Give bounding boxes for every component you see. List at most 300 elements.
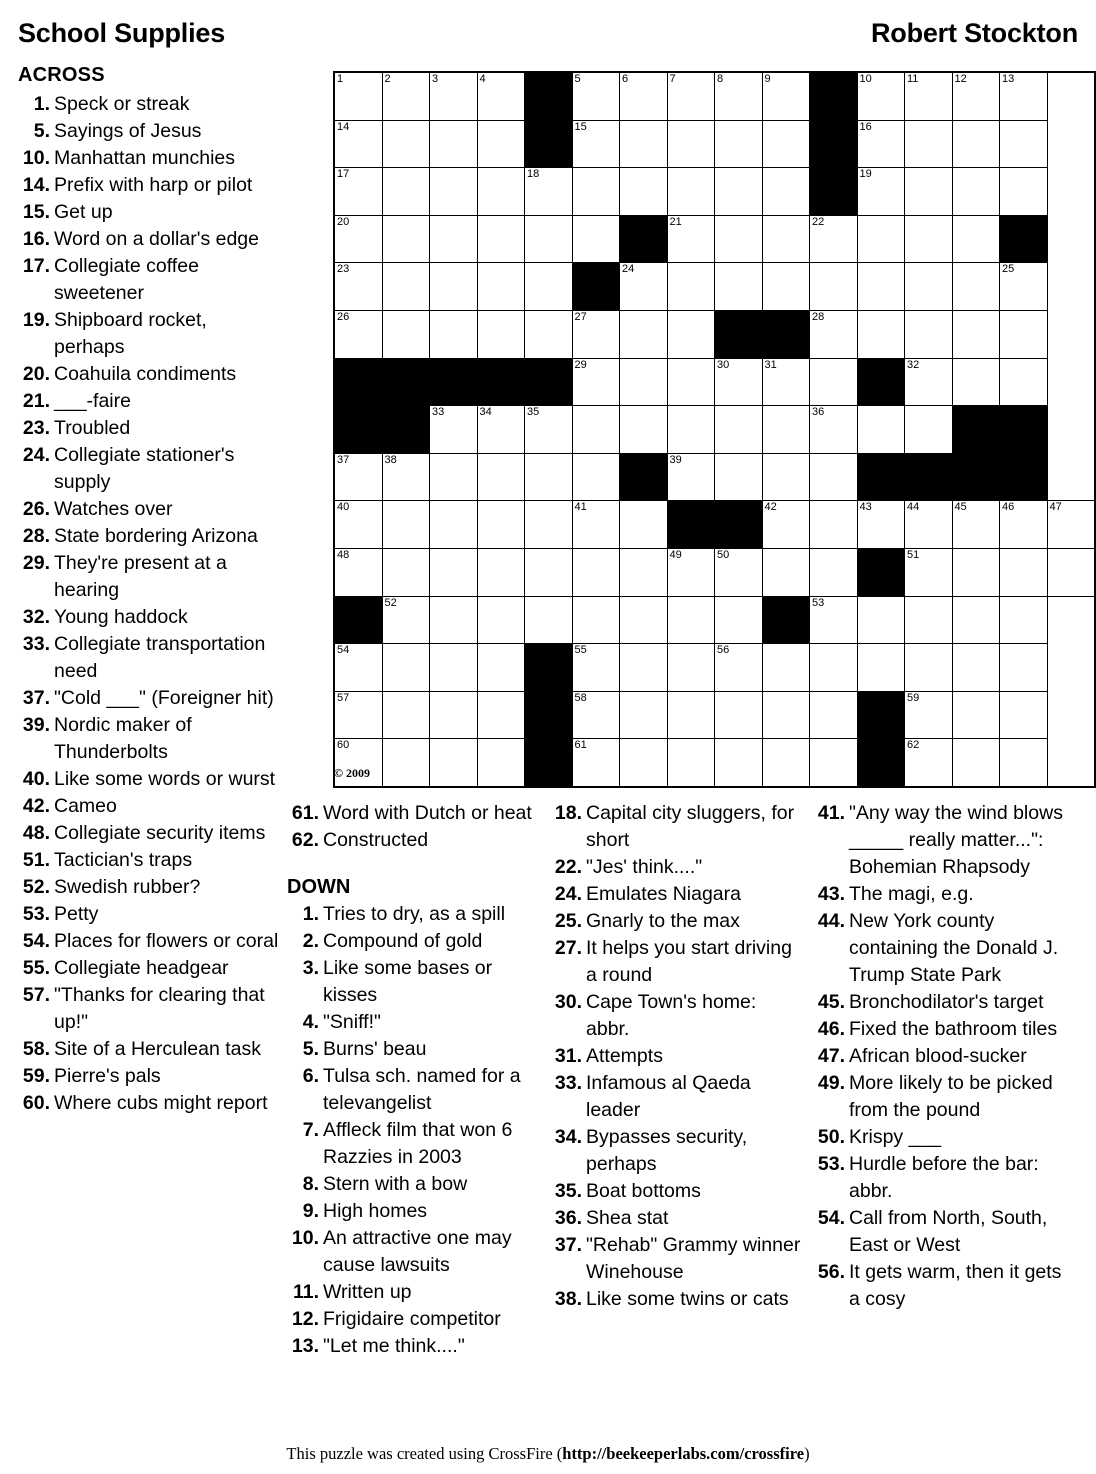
clue-item[interactable] [287, 827, 540, 854]
grid-cell[interactable] [952, 739, 1000, 787]
grid-cell[interactable] [715, 644, 763, 692]
grid-cell-number: 39 [669, 453, 682, 466]
clue-item[interactable] [18, 712, 280, 766]
grid-cell[interactable] [762, 120, 810, 168]
grid-cell[interactable] [572, 453, 620, 501]
grid-cell[interactable] [382, 72, 430, 120]
grid-cell[interactable] [382, 263, 430, 311]
grid-cell[interactable] [715, 120, 763, 168]
clue-item[interactable] [813, 908, 1066, 989]
clue-item[interactable] [18, 199, 280, 226]
grid-cell[interactable] [334, 120, 382, 168]
grid-cell[interactable] [857, 263, 905, 311]
footer-link[interactable]: http://beekeeperlabs.com/crossfire [562, 1444, 805, 1463]
grid-cell[interactable] [905, 358, 953, 406]
grid-cell[interactable] [952, 168, 1000, 216]
clue-text: Frigidaire competitor [323, 1308, 501, 1330]
grid-cell[interactable] [430, 453, 478, 501]
grid-cell[interactable] [572, 358, 620, 406]
clue-item[interactable] [550, 1232, 803, 1286]
clue-item[interactable] [813, 1259, 1066, 1313]
clue-item[interactable] [18, 415, 280, 442]
clue-number: 37. [22, 687, 50, 709]
grid-cell[interactable] [952, 215, 1000, 263]
clue-item[interactable] [287, 1063, 540, 1117]
grid-cell[interactable] [667, 596, 715, 644]
grid-cell[interactable] [762, 358, 810, 406]
grid-cell[interactable] [334, 72, 382, 120]
grid-cell[interactable] [525, 263, 573, 311]
grid-cell[interactable] [905, 501, 953, 549]
grid-cell[interactable] [667, 358, 715, 406]
grid-cell[interactable] [762, 72, 810, 120]
grid-cell[interactable] [1047, 548, 1095, 596]
grid-cell[interactable] [952, 501, 1000, 549]
clue-item[interactable] [813, 1205, 1066, 1259]
clue-item[interactable] [813, 800, 1066, 881]
clue-item[interactable] [18, 523, 280, 550]
grid-cell[interactable] [715, 263, 763, 311]
crossword-grid[interactable] [333, 71, 1096, 788]
grid-cell[interactable] [382, 453, 430, 501]
grid-cell[interactable] [477, 501, 525, 549]
grid-cell[interactable] [667, 739, 715, 787]
clue-item[interactable] [550, 989, 803, 1043]
grid-cell[interactable] [525, 501, 573, 549]
grid-cell[interactable] [810, 358, 858, 406]
clue-item[interactable] [813, 989, 1066, 1016]
clue-text: Like some words or wurst [54, 768, 276, 790]
clue-item[interactable] [18, 118, 280, 145]
grid-cell[interactable] [572, 691, 620, 739]
grid-cell[interactable] [572, 168, 620, 216]
grid-cell[interactable] [715, 406, 763, 454]
grid-cell[interactable] [810, 739, 858, 787]
clue-item[interactable] [813, 881, 1066, 908]
grid-cell[interactable] [810, 263, 858, 311]
grid-cell[interactable] [572, 215, 620, 263]
clue-number: 29. [22, 552, 50, 574]
grid-cell[interactable] [952, 263, 1000, 311]
grid-cell[interactable] [857, 406, 905, 454]
clue-item[interactable] [18, 847, 280, 874]
grid-cell[interactable] [952, 644, 1000, 692]
clue-item[interactable] [287, 955, 540, 1009]
clue-item[interactable] [18, 685, 280, 712]
grid-cell[interactable] [477, 739, 525, 787]
grid-cell[interactable] [810, 691, 858, 739]
grid-cell[interactable] [572, 120, 620, 168]
clue-item[interactable] [18, 1063, 280, 1090]
grid-cell[interactable] [667, 644, 715, 692]
clue-item[interactable] [550, 800, 803, 854]
grid-cell[interactable] [810, 453, 858, 501]
grid-cell[interactable] [905, 406, 953, 454]
clue-item[interactable] [287, 1333, 540, 1360]
clue-item[interactable] [813, 1151, 1066, 1205]
grid-cell[interactable] [572, 406, 620, 454]
clue-item[interactable] [287, 1117, 540, 1171]
grid-cell[interactable] [1000, 358, 1048, 406]
grid-cell[interactable] [905, 644, 953, 692]
grid-cell[interactable] [477, 548, 525, 596]
grid-cell[interactable] [905, 168, 953, 216]
grid-cell[interactable] [477, 453, 525, 501]
grid-cell[interactable] [382, 120, 430, 168]
grid-cell[interactable] [382, 739, 430, 787]
grid-cell-number: 15 [574, 120, 587, 133]
clue-item[interactable] [18, 928, 280, 955]
clue-item[interactable] [18, 631, 280, 685]
grid-cell[interactable] [715, 548, 763, 596]
grid-cell-number: 54 [337, 644, 350, 657]
footer-credit [0, 1444, 1096, 1464]
clue-item[interactable] [550, 935, 803, 989]
grid-cell[interactable] [762, 168, 810, 216]
clue-item[interactable] [287, 1279, 540, 1306]
grid-cell[interactable] [525, 406, 573, 454]
clue-text: Infamous al Qaeda leader [586, 1072, 751, 1121]
grid-cell[interactable] [430, 168, 478, 216]
clue-item[interactable] [287, 1036, 540, 1063]
grid-cell[interactable] [620, 691, 668, 739]
grid-cell[interactable] [715, 358, 763, 406]
grid-cell[interactable] [952, 548, 1000, 596]
clue-item[interactable] [813, 1043, 1066, 1070]
clue-item[interactable] [550, 1043, 803, 1070]
grid-cell[interactable] [667, 548, 715, 596]
bottom-clue-columns [287, 800, 1077, 1360]
grid-block-cell [525, 358, 573, 406]
grid-cell[interactable] [620, 168, 668, 216]
grid-cell[interactable] [620, 739, 668, 787]
grid-cell[interactable] [810, 406, 858, 454]
grid-cell[interactable] [572, 310, 620, 358]
grid-cell[interactable] [667, 310, 715, 358]
clue-item[interactable] [18, 874, 280, 901]
clue-item[interactable] [18, 1090, 280, 1117]
grid-cell[interactable] [382, 310, 430, 358]
grid-cell[interactable] [1000, 596, 1048, 644]
clue-text: Speck or streak [54, 93, 190, 115]
grid-cell[interactable] [430, 310, 478, 358]
clue-item[interactable] [550, 1124, 803, 1178]
grid-cell[interactable] [667, 168, 715, 216]
grid-cell[interactable] [572, 72, 620, 120]
clue-number: 45. [817, 991, 845, 1013]
grid-cell[interactable] [334, 501, 382, 549]
grid-row [334, 596, 1095, 644]
grid-cell[interactable] [382, 691, 430, 739]
grid-cell[interactable] [525, 215, 573, 263]
clue-item[interactable] [287, 1171, 540, 1198]
grid-cell[interactable] [572, 596, 620, 644]
grid-cell[interactable] [477, 310, 525, 358]
grid-cell[interactable] [762, 453, 810, 501]
grid-cell[interactable] [430, 644, 478, 692]
grid-cell[interactable] [762, 644, 810, 692]
clue-text: Sayings of Jesus [54, 120, 202, 142]
clue-number: 17. [22, 255, 50, 277]
clue-item[interactable] [18, 361, 280, 388]
clue-text: Shea stat [586, 1207, 669, 1229]
grid-cell[interactable] [667, 263, 715, 311]
grid-row [334, 501, 1095, 549]
grid-cell[interactable] [525, 310, 573, 358]
clue-item[interactable] [18, 307, 280, 361]
grid-cell[interactable] [620, 310, 668, 358]
clue-text: Tactician's traps [54, 849, 193, 871]
grid-cell[interactable] [477, 120, 525, 168]
grid-row [334, 739, 1095, 787]
grid-cell[interactable] [857, 215, 905, 263]
grid-cell[interactable] [620, 596, 668, 644]
clue-text: Places for flowers or coral [54, 930, 279, 952]
grid-cell[interactable] [430, 548, 478, 596]
clue-item[interactable] [550, 881, 803, 908]
grid-cell[interactable] [762, 691, 810, 739]
grid-cell[interactable] [857, 72, 905, 120]
grid-cell[interactable] [857, 501, 905, 549]
clue-item[interactable] [18, 901, 280, 928]
clue-item[interactable] [18, 442, 280, 496]
grid-cell[interactable] [905, 691, 953, 739]
grid-cell[interactable] [430, 406, 478, 454]
clue-text: Capital city sluggers, for short [586, 802, 795, 851]
grid-cell[interactable] [525, 596, 573, 644]
grid-cell[interactable] [477, 263, 525, 311]
clue-item[interactable] [287, 1198, 540, 1225]
grid-cell[interactable] [952, 358, 1000, 406]
grid-block-cell [334, 596, 382, 644]
grid-cell[interactable] [762, 406, 810, 454]
grid-cell[interactable] [667, 120, 715, 168]
grid-cell[interactable] [857, 596, 905, 644]
grid-cell[interactable] [620, 548, 668, 596]
grid-cell-number: 6 [622, 73, 629, 85]
clue-item[interactable] [18, 496, 280, 523]
grid-cell[interactable] [715, 691, 763, 739]
clue-item[interactable] [550, 1178, 803, 1205]
grid-cell[interactable] [430, 596, 478, 644]
grid-cell[interactable] [1000, 168, 1048, 216]
grid-cell[interactable] [382, 644, 430, 692]
grid-cell[interactable] [715, 72, 763, 120]
grid-cell[interactable] [382, 596, 430, 644]
clue-item[interactable] [813, 1124, 1066, 1151]
grid-cell[interactable] [715, 215, 763, 263]
grid-cell[interactable] [334, 691, 382, 739]
clue-item[interactable] [18, 253, 280, 307]
grid-cell[interactable] [667, 453, 715, 501]
grid-cell[interactable] [430, 263, 478, 311]
clue-item[interactable] [550, 854, 803, 881]
grid-cell[interactable] [525, 548, 573, 596]
clue-item[interactable] [18, 388, 280, 415]
grid-cell[interactable] [620, 358, 668, 406]
clue-item[interactable] [18, 793, 280, 820]
grid-cell[interactable] [762, 548, 810, 596]
grid-cell[interactable] [477, 691, 525, 739]
grid-cell[interactable] [952, 120, 1000, 168]
grid-cell[interactable] [525, 453, 573, 501]
grid-cell-number: 37 [337, 453, 350, 466]
grid-cell[interactable] [715, 168, 763, 216]
clue-number: 51. [22, 849, 50, 871]
grid-cell[interactable] [762, 739, 810, 787]
clue-item[interactable] [18, 1036, 280, 1063]
grid-cell[interactable] [477, 644, 525, 692]
grid-cell[interactable] [525, 168, 573, 216]
grid-cell[interactable] [667, 691, 715, 739]
grid-cell[interactable] [667, 215, 715, 263]
grid-cell[interactable] [857, 310, 905, 358]
clue-text: Constructed [323, 829, 429, 851]
grid-cell[interactable] [715, 596, 763, 644]
clue-item[interactable] [287, 1306, 540, 1333]
grid-cell[interactable] [857, 168, 905, 216]
clue-item[interactable] [18, 172, 280, 199]
grid-cell[interactable] [810, 548, 858, 596]
grid-cell[interactable] [477, 168, 525, 216]
grid-cell[interactable] [620, 263, 668, 311]
clue-item[interactable] [18, 820, 280, 847]
grid-cell[interactable] [334, 263, 382, 311]
clue-item[interactable] [813, 1070, 1066, 1124]
grid-cell[interactable] [572, 548, 620, 596]
clue-item[interactable] [287, 1225, 540, 1279]
grid-cell[interactable] [334, 168, 382, 216]
grid-cell[interactable] [1047, 501, 1095, 549]
grid-cell-number: 17 [337, 168, 350, 181]
grid-cell[interactable] [334, 215, 382, 263]
grid-cell[interactable] [620, 120, 668, 168]
grid-cell[interactable] [477, 215, 525, 263]
grid-cell[interactable] [857, 120, 905, 168]
grid-cell[interactable] [810, 501, 858, 549]
grid-cell[interactable] [334, 310, 382, 358]
grid-cell[interactable] [620, 406, 668, 454]
clue-item[interactable] [550, 1286, 803, 1313]
grid-cell[interactable] [952, 691, 1000, 739]
grid-cell[interactable] [762, 501, 810, 549]
grid-cell[interactable] [952, 72, 1000, 120]
clue-item[interactable] [550, 908, 803, 935]
grid-cell[interactable] [430, 72, 478, 120]
grid-cell[interactable] [905, 739, 953, 787]
grid-cell[interactable] [430, 215, 478, 263]
clue-item[interactable] [18, 226, 280, 253]
grid-cell[interactable] [1000, 644, 1048, 692]
grid-block-cell [572, 263, 620, 311]
grid-cell[interactable] [334, 548, 382, 596]
grid-cell[interactable] [477, 406, 525, 454]
grid-cell[interactable] [477, 72, 525, 120]
clue-item[interactable] [18, 982, 280, 1036]
grid-cell[interactable] [1000, 120, 1048, 168]
grid-cell[interactable] [762, 215, 810, 263]
clue-item[interactable] [18, 955, 280, 982]
grid-cell[interactable] [620, 501, 668, 549]
grid-cell[interactable] [810, 310, 858, 358]
grid-cell[interactable] [477, 596, 525, 644]
grid-block-cell [857, 358, 905, 406]
grid-cell[interactable] [334, 453, 382, 501]
grid-cell[interactable] [905, 215, 953, 263]
grid-cell[interactable] [382, 501, 430, 549]
clue-item[interactable] [813, 1016, 1066, 1043]
grid-cell[interactable] [1000, 501, 1048, 549]
grid-cell[interactable] [857, 644, 905, 692]
grid-cell[interactable] [1000, 691, 1048, 739]
clue-item[interactable] [287, 1009, 540, 1036]
grid-cell[interactable] [715, 453, 763, 501]
grid-cell[interactable] [762, 263, 810, 311]
clue-item[interactable] [18, 604, 280, 631]
grid-cell[interactable] [952, 596, 1000, 644]
grid-cell[interactable] [572, 644, 620, 692]
grid-cell[interactable] [905, 548, 953, 596]
grid-cell[interactable] [1000, 739, 1048, 787]
grid-cell[interactable] [572, 501, 620, 549]
grid-cell[interactable] [620, 644, 668, 692]
clue-text: Like some bases or kisses [323, 957, 493, 1006]
clue-item[interactable] [287, 928, 540, 955]
grid-cell[interactable] [905, 263, 953, 311]
grid-cell[interactable] [382, 215, 430, 263]
clue-item[interactable] [18, 550, 280, 604]
grid-cell[interactable] [905, 596, 953, 644]
grid-cell[interactable] [1000, 548, 1048, 596]
grid-cell[interactable] [905, 310, 953, 358]
grid-cell[interactable] [382, 548, 430, 596]
clue-text: Where cubs might report [54, 1092, 268, 1114]
clue-item[interactable] [550, 1070, 803, 1124]
grid-cell[interactable] [430, 120, 478, 168]
grid-cell[interactable] [430, 691, 478, 739]
grid-block-cell [477, 358, 525, 406]
grid-cell[interactable] [430, 739, 478, 787]
clue-item[interactable] [287, 800, 540, 827]
grid-cell[interactable] [905, 120, 953, 168]
grid-block-cell [857, 739, 905, 787]
clue-item[interactable] [287, 901, 540, 928]
page-header [18, 18, 1078, 58]
grid-cell[interactable] [905, 72, 953, 120]
grid-cell[interactable] [572, 739, 620, 787]
grid-cell[interactable] [430, 501, 478, 549]
clue-text: Word with Dutch or heat [323, 802, 532, 824]
grid-cell[interactable] [1000, 310, 1048, 358]
clue-item[interactable] [550, 1205, 803, 1232]
grid-cell[interactable] [382, 168, 430, 216]
grid-cell[interactable] [810, 215, 858, 263]
clue-item[interactable] [18, 145, 280, 172]
grid-cell-number: 50 [717, 548, 730, 561]
clue-item[interactable] [18, 766, 280, 793]
grid-cell[interactable] [1000, 263, 1048, 311]
grid-cell[interactable] [952, 310, 1000, 358]
grid-cell[interactable] [715, 739, 763, 787]
grid-cell[interactable] [334, 644, 382, 692]
grid-cell[interactable] [810, 644, 858, 692]
grid-cell[interactable] [620, 72, 668, 120]
clue-item[interactable] [18, 91, 280, 118]
grid-cell[interactable] [667, 72, 715, 120]
grid-cell[interactable] [667, 406, 715, 454]
grid-cell[interactable] [810, 596, 858, 644]
grid-cell[interactable] [1000, 72, 1048, 120]
